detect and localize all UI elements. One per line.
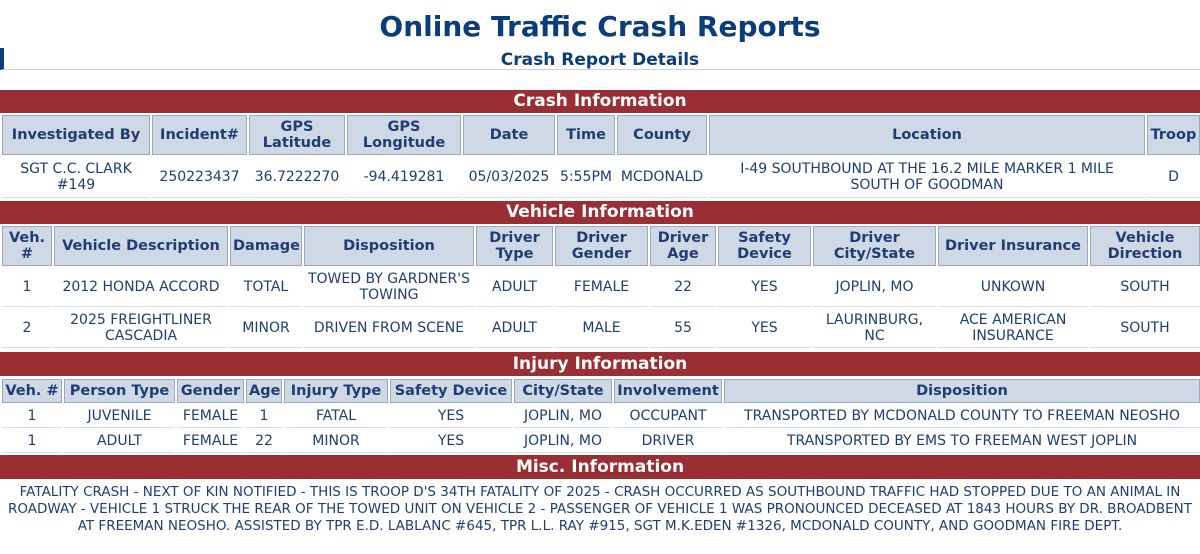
header-injury-type: Injury Type [284,379,388,403]
header-person-type: Person Type [64,379,175,403]
cell-vehicle-description: 2025 FREIGHTLINER CASCADIA [54,308,228,348]
cell-city-state: JOPLIN, MO [514,429,612,453]
cell-driver-gender: FEMALE [555,267,648,307]
cell-driver-city-state: LAURINBURG, NC [813,308,936,348]
cell-safety-device: YES [718,308,811,348]
cell-disposition: TOWED BY GARDNER'S TOWING [304,267,474,307]
misc-text: FATALITY CRASH - NEXT OF KIN NOTIFIED - THIS IS TROOP D'S 34TH FATALITY OF 2025 - CRASH OCCURRED AS SOUTHBOUND TRAFFIC HAD STOPPED DUE TO AN ANIMAL IN ROADWAY - VEHICLE 1 STRUCK THE REAR OF THE TOWED UNIT ON VEHICLE 2 - PASSENGER OF VEHICLE 1 WAS PRONOUNCED DECEASED AT 1843 HOURS BY DR. BROADBENT AT FREEMAN NEOSHO. ASSISTED BY TPR E.D. LABLANC #645, TPR L.L. RAY #915, SGT M.K.EDEN #1326, MCDONALD COUNTY, AND GOODMAN FIRE DEPT. [8,484,1192,534]
vehicle-table [0,225,1200,349]
page-title: Online Traffic Crash Reports [379,10,821,43]
crash-section-header [0,90,1200,113]
vehicle-section-header [0,201,1200,224]
header-driver-age: Driver Age [650,226,716,266]
table-row [2,429,1200,453]
cell-safety-device: YES [390,429,512,453]
cell-driver-type: ADULT [476,308,553,348]
header-troop: Troop [1147,115,1200,155]
header-gender: Gender [177,379,244,403]
cell-city-state: JOPLIN, MO [514,404,612,428]
header-vehicle-direction: Vehicle Direction [1090,226,1200,266]
header-time: Time [557,115,615,155]
cell-driver-type: ADULT [476,267,553,307]
cell-involvement: DRIVER [614,429,722,453]
header-driver-city-state: Driver City/State [813,226,936,266]
cell-veh: 2 [2,308,52,348]
cell-vehicle-direction: SOUTH [1090,267,1200,307]
cell-driver-city-state: JOPLIN, MO [813,267,936,307]
header-disposition: Disposition [304,226,474,266]
header-date: Date [463,115,555,155]
table-row [2,156,1200,198]
vehicle-header-row [2,226,1200,266]
header-incident: Incident# [152,115,247,155]
cell-age: 22 [246,429,282,453]
cell-injury-type: MINOR [284,429,388,453]
header-safety-device: Safety Device [390,379,512,403]
header-veh: Veh. # [2,379,62,403]
cell-damage: TOTAL [230,267,302,307]
misc-section-title: Misc. Information [515,457,685,477]
cell-county: MCDONALD [617,156,707,198]
cell-veh: 1 [2,267,52,307]
cell-veh: 1 [2,429,62,453]
injury-section-title: Injury Information [512,354,688,374]
cell-gender: FEMALE [177,404,244,428]
cell-incident: 250223437 [152,156,247,198]
cell-involvement: OCCUPANT [614,404,722,428]
table-row [2,308,1200,348]
cell-age: 1 [246,404,282,428]
cell-person-type: ADULT [64,429,175,453]
header-driver-insurance: Driver Insurance [938,226,1088,266]
header-investigated-by: Investigated By [2,115,150,155]
header-safety-device: Safety Device [718,226,811,266]
crash-header-row [2,115,1200,155]
cell-driver-age: 22 [650,267,716,307]
header-veh: Veh. # [2,226,52,266]
cell-location: I-49 SOUTHBOUND AT THE 16.2 MILE MARKER 1 MILE SOUTH OF GOODMAN [709,156,1145,198]
cell-driver-insurance: ACE AMERICAN INSURANCE [938,308,1088,348]
header-vehicle-description: Vehicle Description [54,226,228,266]
cell-disposition: DRIVEN FROM SCENE [304,308,474,348]
misc-section-header [0,455,1200,479]
cell-driver-gender: MALE [555,308,648,348]
injury-header-row [2,379,1200,403]
cell-vehicle-description: 2012 HONDA ACCORD [54,267,228,307]
header-driver-type: Driver Type [476,226,553,266]
cell-gps-longitude: -94.419281 [347,156,461,198]
cell-disposition: TRANSPORTED BY MCDONALD COUNTY TO FREEMAN NEOSHO [724,404,1200,428]
cell-damage: MINOR [230,308,302,348]
crash-table [0,114,1200,199]
header-driver-gender: Driver Gender [555,226,648,266]
injury-section-header [0,352,1200,376]
cell-safety-device: YES [718,267,811,307]
cell-safety-device: YES [390,404,512,428]
cell-veh: 1 [2,404,62,428]
cell-investigated-by: SGT C.C. CLARK #149 [2,156,150,198]
header-age: Age [246,379,282,403]
cell-disposition: TRANSPORTED BY EMS TO FREEMAN WEST JOPLIN [724,429,1200,453]
cell-date: 05/03/2025 [463,156,555,198]
header-involvement: Involvement [614,379,722,403]
header-disposition: Disposition [724,379,1200,403]
cell-driver-age: 55 [650,308,716,348]
header-city-state: City/State [514,379,612,403]
table-row [2,267,1200,307]
injury-table [0,378,1200,454]
vehicle-section-title: Vehicle Information [506,202,694,222]
crash-section-title: Crash Information [513,91,687,111]
header-gps-latitude: GPS Latitude [249,115,345,155]
table-row [2,404,1200,428]
cell-gender: FEMALE [177,429,244,453]
cell-troop: D [1147,156,1200,198]
header-gps-longitude: GPS Longitude [347,115,461,155]
cell-vehicle-direction: SOUTH [1090,308,1200,348]
cell-gps-latitude: 36.7222270 [249,156,345,198]
cell-injury-type: FATAL [284,404,388,428]
cell-person-type: JUVENILE [64,404,175,428]
header-damage: Damage [230,226,302,266]
header-location: Location [709,115,1145,155]
page-subtitle: Crash Report Details [500,50,700,70]
cell-time: 5:55PM [557,156,615,198]
header-county: County [617,115,707,155]
cell-driver-insurance: UNKOWN [938,267,1088,307]
